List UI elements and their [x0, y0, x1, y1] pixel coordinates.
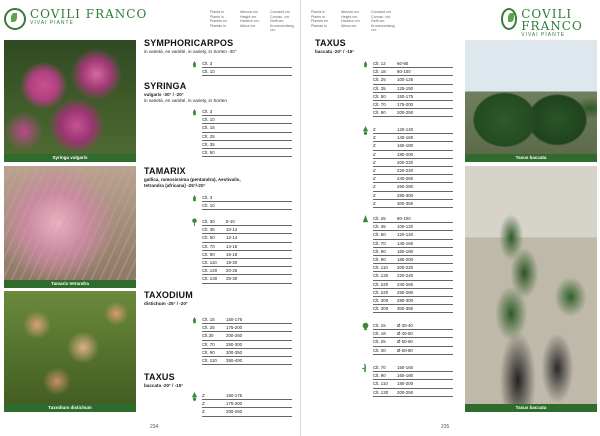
table-row: Clt. 25 100-125: [373, 76, 453, 84]
taxus-table: [202, 392, 292, 417]
table-row: Clt. 300 280-300: [373, 297, 453, 305]
table-row: Clt. 90 160-180: [373, 248, 453, 256]
taxus-field-photo: [465, 40, 597, 154]
spiral-plant-icon: [361, 364, 370, 373]
syringa-sub1: vulgaris -30° / -20°: [144, 92, 184, 97]
taxodium-photo: [4, 291, 136, 404]
taxus-table-cone: [373, 215, 453, 313]
table-row: Clt. 50 12-14: [202, 234, 292, 242]
potted-plant-icon: [190, 60, 199, 69]
table-row: Z 120-140: [373, 126, 453, 134]
tamarix-sub2: tetrandra (africana) -25°/-20°: [144, 183, 206, 188]
brand-logo: COVILI FRANCO VIVAI PIANTE: [4, 8, 147, 30]
table-row: Z 180-200: [373, 151, 453, 159]
potted-plant-icon: [190, 194, 199, 203]
page-number: 235: [441, 424, 450, 430]
table-row: Clt. 90 160-180: [373, 372, 453, 380]
syringa-table: [202, 108, 292, 157]
table-row: Clt. 25 Ø 50-60: [373, 338, 453, 346]
taxus-table-rootball: [373, 126, 453, 208]
standard-tree-icon: [190, 218, 199, 227]
table-row: Clt. 70 250-300: [202, 341, 292, 349]
cone-plant-icon: [361, 215, 370, 224]
leaf-logo-icon: [501, 8, 517, 30]
table-row: Clt. 50 120-140: [373, 231, 453, 239]
potted-plant-icon: [190, 108, 199, 117]
right-page: [300, 0, 600, 436]
table-row: Clt. 110 180-200: [373, 380, 453, 388]
syringa-photo: [4, 40, 136, 154]
taxus-sub: baccata -20° / -15°: [315, 49, 355, 54]
table-row: Clt. 130 200-250: [373, 389, 453, 397]
table-row: Clt. 50: [202, 149, 292, 157]
symphoricarpos-table: [202, 60, 292, 76]
table-row: Clt.30 200-250: [202, 332, 292, 340]
table-row: Z 240-260: [373, 175, 453, 183]
table-row: Clt. 90 16-18: [202, 251, 292, 259]
leaf-logo-icon: [4, 8, 26, 30]
tamarix-table-small: [202, 194, 292, 210]
table-row: Clt. 15 Ø 30-40: [373, 322, 453, 330]
taxus-spiral-photo: [465, 166, 597, 404]
taxus-caption-1: Taxus baccata: [465, 154, 597, 162]
brand-logo: COVILI FRANCO VIVAI PIANTE: [501, 8, 600, 38]
table-row: Clt. 15: [202, 124, 292, 132]
ball-plant-icon: [361, 322, 370, 331]
taxus-table-spiral: [373, 364, 453, 397]
taxodium-table: [202, 316, 292, 365]
taxodium-caption: Taxodium distichum: [4, 404, 136, 412]
table-row: Clt. 18 Ø 40-50: [373, 330, 453, 338]
table-row: Z 175-200: [202, 400, 292, 408]
table-row: Clt. 120 20-25: [202, 267, 292, 275]
table-row: Z 140-160: [373, 134, 453, 142]
table-row: Clt. 10: [202, 68, 292, 76]
table-row: Clt. 110 18-20: [202, 259, 292, 267]
table-row: Clt. 70 150-160: [373, 364, 453, 372]
potted-plant-icon: [190, 316, 199, 325]
taxus-title: TAXUS: [315, 38, 346, 48]
syringa-title: SYRINGA: [144, 81, 187, 91]
taxus-sub: baccata -20° / -15°: [144, 383, 184, 388]
table-row: Clt. 10: [202, 202, 292, 210]
table-row: Clt. 18 80-100: [373, 68, 453, 76]
table-row: Clt. 90 180-200: [373, 256, 453, 264]
tamarix-title: TAMARIX: [144, 166, 186, 176]
table-row: Z 280-300: [373, 192, 453, 200]
table-row: Z 200-250: [202, 408, 292, 416]
table-row: Clt. 25 175-200: [202, 324, 292, 332]
tamarix-caption: Tamarix tetrandra: [4, 280, 136, 288]
table-row: Clt. 30 Ø 60-80: [373, 347, 453, 355]
table-row: Z 200-220: [373, 159, 453, 167]
taxus-caption-2: Taxus baccata: [465, 404, 597, 412]
table-row: Clt. 25: [202, 133, 292, 141]
tamarix-sub1: gallica, ramosissima (pentandra), Aestivalis,: [144, 177, 241, 182]
table-row: Clt. 3: [202, 194, 292, 202]
table-row: Clt. 110 200-220: [373, 264, 453, 272]
table-row: Clt. 3: [202, 108, 292, 116]
table-row: Z 150-175: [202, 392, 292, 400]
table-row: Clt. 130 220-240: [373, 272, 453, 280]
taxus-title: TAXUS: [144, 372, 175, 382]
symphoricarpos-sub: in varietà, en variété, in variety, in Sorten -30°: [144, 49, 237, 54]
language-header: Pianta in Plants in Plantes en Plantas in Altezza cm. Height cm. Hauteur cm. Altura cm. Conoscit cm. Conosc. cm. Gefit cm. Kronenumfang cm.: [210, 10, 294, 33]
table-row: Clt. 90 200-250: [373, 109, 453, 117]
table-row: Clt. 35 10-12: [202, 226, 292, 234]
table-row: Z 220-240: [373, 167, 453, 175]
table-row: Clt. 3: [202, 60, 292, 68]
table-row: Clt. 70 140-160: [373, 240, 453, 248]
table-row: Clt. 30 8-10: [202, 218, 292, 226]
tamarix-photo: [4, 166, 136, 280]
table-row: Clt. 10: [202, 116, 292, 124]
table-row: Clt. 220 260-280: [373, 289, 453, 297]
syringa-sub2: in varietà, en variété, in variety, in Sorten: [144, 98, 227, 103]
table-row: Clt. 70 14-16: [202, 243, 292, 251]
taxodium-sub: distichum -25° / -20°: [144, 301, 188, 306]
table-row: Clt. 130 25-30: [202, 275, 292, 283]
table-row: Clt. 25 80-100: [373, 215, 453, 223]
table-row: Z 260-280: [373, 183, 453, 191]
language-header: Pianta in Plants in Plantes en Plantas in Altezza cm. Height cm. Hauteur cm. Altura cm. Conoscit cm. Conosc. cm. Gefit cm. Kronenumfang cm.: [311, 10, 395, 33]
table-row: Clt. 50 150-175: [373, 93, 453, 101]
table-row: Z 300-350: [373, 200, 453, 208]
table-row: Clt. 90 300-350: [202, 349, 292, 357]
table-row: Clt. 35 125-150: [373, 85, 453, 93]
table-row: Clt. 12 60-80: [373, 60, 453, 68]
table-row: Clt. 220 240-260: [373, 281, 453, 289]
syringa-caption: Syringa vulgaris: [4, 154, 136, 162]
taxus-table-ball: [373, 322, 453, 355]
taxodium-title: TAXODIUM: [144, 290, 193, 300]
page-number: 234: [150, 424, 159, 430]
table-row: Clt. 35: [202, 141, 292, 149]
table-row: Clt. 300 300-350: [373, 305, 453, 313]
table-row: Clt. 110 350-400: [202, 357, 292, 365]
table-row: Z 160-180: [373, 142, 453, 150]
rootball-plant-icon: [190, 392, 199, 401]
potted-plant-icon: [361, 60, 370, 69]
rootball-plant-icon: [361, 126, 370, 135]
tamarix-table-large: [202, 218, 292, 284]
table-row: Clt. 35 100-120: [373, 223, 453, 231]
table-row: Clt. 70 175-200: [373, 101, 453, 109]
symphoricarpos-title: SYMPHORICARPOS: [144, 38, 234, 48]
table-row: Clt. 15 150-175: [202, 316, 292, 324]
taxus-table-pots: [373, 60, 453, 117]
